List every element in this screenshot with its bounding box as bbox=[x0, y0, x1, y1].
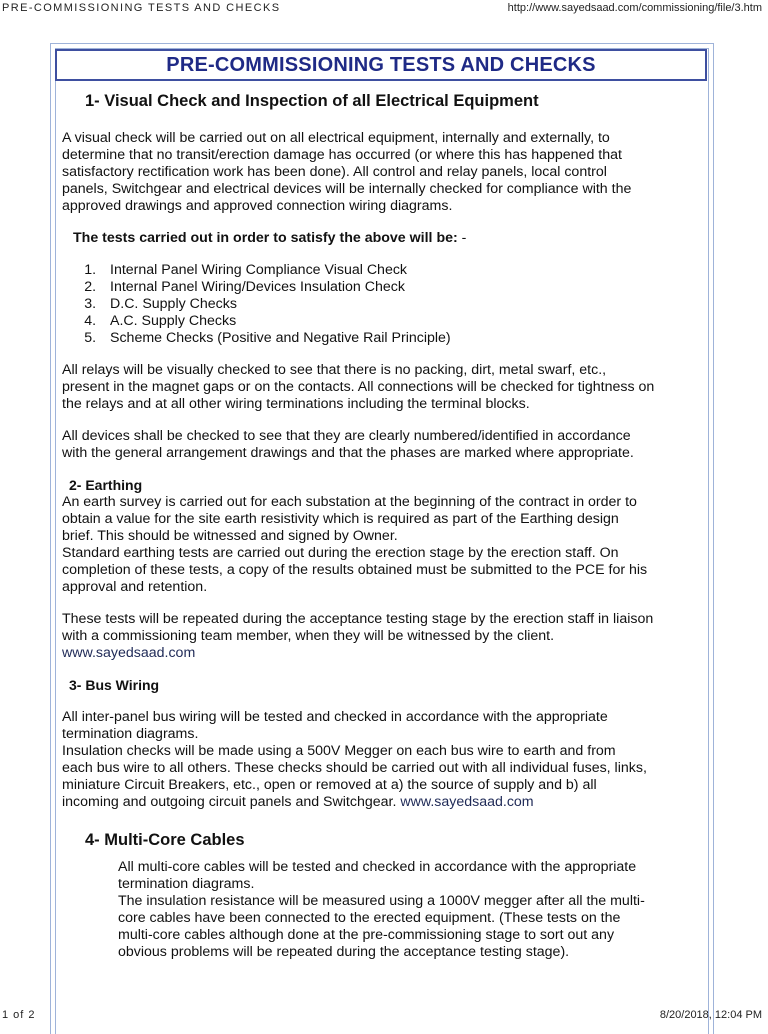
website-link[interactable]: www.sayedsaad.com bbox=[400, 794, 534, 810]
text-line: with the general arrangement drawings and that the phases are marked where appropriate. bbox=[62, 445, 634, 461]
repeat-paragraph bbox=[62, 611, 710, 662]
print-header bbox=[0, 2, 768, 16]
text-line: All multi-core cables will be tested and checked in accordance with the appropriate bbox=[118, 859, 637, 875]
text-line: approval and retention. bbox=[62, 579, 208, 595]
text-line: A visual check will be carried out on all electrical equipment, internally and externally, to bbox=[62, 130, 610, 146]
text-line: multi-core cables although done at the pre-commissioning stage to sort out any bbox=[118, 927, 615, 943]
list-item: 3. D.C. Supply Checks bbox=[100, 296, 710, 313]
print-header-title: PRE-COMMISSIONING TESTS AND CHECKS bbox=[2, 2, 281, 14]
text-line: miniature Circuit Breakers, etc., open or removed at a) the source of supply and b) all bbox=[62, 777, 597, 793]
text-line: These tests will be repeated during the acceptance testing stage by the erection staff in liaison bbox=[62, 611, 654, 627]
text-line: termination diagrams. bbox=[118, 876, 255, 892]
page-counter: 1 of 2 bbox=[2, 1009, 36, 1021]
list-item: 1. Internal Panel Wiring Compliance Visual Check bbox=[100, 262, 710, 279]
tests-list bbox=[62, 262, 710, 347]
print-header-url[interactable]: http://www.sayedsaad.com/commissioning/file/3.htm bbox=[507, 2, 762, 14]
devices-paragraph bbox=[62, 428, 710, 462]
text-line: All inter-panel bus wiring will be tested and checked in accordance with the appropriate bbox=[62, 709, 608, 725]
text-line: The insulation resistance will be measured using a 1000V megger after all the multi- bbox=[118, 893, 645, 909]
text-line: brief. This should be witnessed and signed by Owner. bbox=[62, 528, 398, 544]
list-item: 4. A.C. Supply Checks bbox=[100, 313, 710, 330]
bus-wiring-paragraph bbox=[62, 709, 710, 811]
text-line: An earth survey is carried out for each substation at the beginning of the contract in order to bbox=[62, 494, 637, 510]
section4-heading: 4- Multi-Core Cables bbox=[85, 831, 245, 849]
text-line: core cables have been connected to the erected equipment. (These tests on the bbox=[118, 910, 621, 926]
tests-lead-bold: The tests carried out in order to satisfy the above will be: bbox=[73, 230, 458, 246]
text-line: satisfactory rectification work has been done). All control and relay panels, local control bbox=[62, 164, 607, 180]
text-line: each bus wire to all others. These checks should be carried out with all individual fuses, links, bbox=[62, 760, 647, 776]
section1-intro bbox=[62, 130, 710, 215]
print-footer bbox=[0, 1009, 768, 1023]
earthing-paragraph bbox=[62, 494, 710, 596]
multicore-paragraph bbox=[62, 859, 710, 961]
relays-paragraph bbox=[62, 362, 710, 413]
website-link[interactable]: www.sayedsaad.com bbox=[62, 645, 196, 661]
text-line: obvious problems will be repeated during the acceptance testing stage). bbox=[118, 944, 570, 960]
tests-lead bbox=[62, 230, 710, 247]
text-line: present in the magnet gaps or on the contacts. All connections will be checked for tightness on bbox=[62, 379, 655, 395]
section1-heading: 1- Visual Check and Inspection of all Electrical Equipment bbox=[85, 92, 539, 110]
text-line: Standard earthing tests are carried out during the erection stage by the erection staff. On bbox=[62, 545, 619, 561]
list-item: 2. Internal Panel Wiring/Devices Insulation Check bbox=[100, 279, 710, 296]
text-line: termination diagrams. bbox=[62, 726, 199, 742]
section2-heading: 2- Earthing bbox=[69, 477, 143, 493]
text-line: incoming and outgoing circuit panels and Switchgear. bbox=[62, 794, 401, 810]
document-body bbox=[62, 90, 710, 961]
list-item: 5. Scheme Checks (Positive and Negative Rail Principle) bbox=[100, 330, 710, 347]
text-line: completion of these tests, a copy of the results obtained must be submitted to the PCE for his bbox=[62, 562, 648, 578]
text-line: All relays will be visually checked to see that there is no packing, dirt, metal swarf, etc., bbox=[62, 362, 607, 378]
text-line: with a commissioning team member, when they will be witnessed by the client. bbox=[62, 628, 555, 644]
text-line: Insulation checks will be made using a 500V Megger on each bus wire to earth and from bbox=[62, 743, 616, 759]
print-timestamp: 8/20/2018, 12:04 PM bbox=[659, 1009, 762, 1021]
text-line: All devices shall be checked to see that they are clearly numbered/identified in accordance bbox=[62, 428, 631, 444]
page-title: PRE-COMMISSIONING TESTS AND CHECKS bbox=[166, 53, 596, 76]
title-box bbox=[55, 49, 707, 81]
text-line: obtain a value for the site earth resistivity which is required as part of the Earthing design bbox=[62, 511, 619, 527]
tests-lead-suffix: - bbox=[457, 230, 467, 246]
text-line: determine that no transit/erection damage has occurred (or where this has happened that bbox=[62, 147, 622, 163]
text-line: the relays and at all other wiring terminations including the terminal blocks. bbox=[62, 396, 530, 412]
text-line: panels, Switchgear and electrical devices will be internally checked for compliance with the bbox=[62, 181, 632, 197]
text-line: approved drawings and approved connection wiring diagrams. bbox=[62, 198, 453, 214]
section3-heading: 3- Bus Wiring bbox=[69, 677, 160, 693]
